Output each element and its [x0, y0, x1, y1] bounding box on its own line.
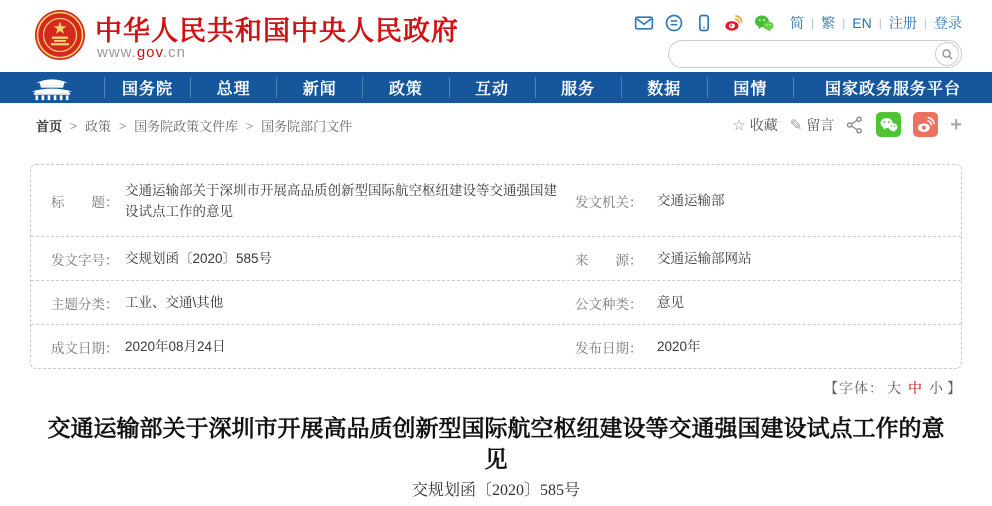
- link-simplified[interactable]: 简: [790, 15, 805, 31]
- national-emblem-icon: [34, 9, 86, 61]
- article-title: 交通运输部关于深圳市开展高品质创新型国际航空枢纽建设等交通强国建设试点工作的意见: [47, 416, 945, 472]
- nav-item-state-council[interactable]: 国务院: [122, 81, 174, 98]
- meta-value-title: 交通运输部关于深圳市开展高品质创新型国际航空枢纽建设等交通强国建设试点工作的意见: [125, 182, 557, 219]
- link-english[interactable]: EN: [852, 15, 872, 31]
- link-traditional[interactable]: 繁: [821, 15, 836, 31]
- breadcrumb-home[interactable]: 首页: [36, 119, 63, 134]
- site-url-prefix: www.: [97, 44, 137, 61]
- share-icon[interactable]: [846, 116, 864, 134]
- article-doc-number: 交规划函〔2020〕585号: [411, 482, 580, 499]
- meta-value-topic-category: 工业、交通\其他: [125, 295, 224, 310]
- site-header: [0, 0, 992, 72]
- nav-item-national-conditions[interactable]: 国情: [733, 81, 768, 98]
- meta-label-source: 来 源：: [575, 252, 643, 268]
- wechat-icon[interactable]: [754, 13, 774, 33]
- search-icon: [941, 48, 954, 61]
- breadcrumb-separator: >: [246, 118, 254, 133]
- link-separator: |: [811, 16, 815, 30]
- document-meta-table: [30, 164, 962, 369]
- breadcrumb-bar: [0, 103, 992, 145]
- breadcrumb-department-documents[interactable]: 国务院部门文件: [261, 119, 353, 134]
- star-icon: ☆: [732, 116, 746, 134]
- meta-value-publish-date: 2020年: [657, 339, 701, 354]
- breadcrumb: [36, 116, 352, 135]
- favorite-label: 收藏: [749, 116, 778, 133]
- font-control-prefix: 【字体：: [824, 380, 884, 396]
- nav-item-premier[interactable]: 总理: [216, 81, 251, 98]
- comment-button[interactable]: [790, 115, 835, 135]
- breadcrumb-separator: >: [119, 118, 127, 133]
- nav-home-button[interactable]: [0, 72, 104, 103]
- message-icon[interactable]: [664, 13, 684, 33]
- table-row: [31, 165, 961, 237]
- meta-value-doc-type: 意见: [657, 295, 684, 310]
- more-share-button[interactable]: +: [950, 113, 962, 136]
- meta-label-title: 标 题：: [51, 194, 119, 210]
- mail-icon[interactable]: [634, 13, 654, 33]
- topbar-quick-access: [634, 13, 962, 33]
- nav-item-policy[interactable]: 政策: [388, 81, 423, 98]
- wechat-share-icon[interactable]: [876, 112, 901, 137]
- meta-value-written-date: 2020年08月24日: [125, 339, 226, 354]
- page-actions: [732, 112, 962, 137]
- home-icon: [26, 75, 78, 101]
- breadcrumb-policy[interactable]: 政策: [85, 119, 112, 134]
- nav-item-services[interactable]: 服务: [561, 81, 596, 98]
- main-nav: [0, 72, 992, 103]
- meta-label-publish-date: 发布日期：: [575, 340, 643, 356]
- nav-item-interaction[interactable]: 互动: [475, 81, 510, 98]
- meta-label-written-date: 成文日期：: [51, 340, 119, 356]
- link-login[interactable]: 登录: [934, 15, 962, 31]
- meta-value-source: 交通运输部网站: [657, 251, 752, 266]
- comment-label: 留言: [806, 116, 835, 133]
- mobile-icon[interactable]: [694, 13, 714, 33]
- breadcrumb-separator: >: [70, 118, 78, 133]
- favorite-button[interactable]: [732, 115, 777, 135]
- link-separator: |: [878, 16, 882, 30]
- font-size-small-button[interactable]: 小: [929, 380, 944, 396]
- nav-item-gov-service-platform[interactable]: 国家政务服务平台: [824, 81, 961, 98]
- table-row: [31, 237, 961, 281]
- nav-item-news[interactable]: 新闻: [302, 81, 337, 98]
- language-account-links: [790, 13, 962, 33]
- weibo-share-icon[interactable]: [913, 112, 938, 137]
- table-row: [31, 325, 961, 368]
- site-title: 中华人民共和国中央人民政府: [95, 16, 459, 46]
- breadcrumb-policy-library[interactable]: 国务院政策文件库: [134, 119, 239, 134]
- nav-item-data[interactable]: 数据: [647, 81, 682, 98]
- weibo-icon[interactable]: [724, 13, 744, 33]
- link-separator: |: [842, 16, 846, 30]
- table-row: [31, 281, 961, 325]
- site-url-suffix: .cn: [162, 44, 186, 61]
- search-button[interactable]: [935, 42, 959, 66]
- meta-label-topic-category: 主题分类：: [51, 296, 119, 312]
- font-control-suffix: 】: [947, 380, 962, 396]
- meta-label-issuing-agency: 发文机关：: [575, 194, 643, 210]
- search-input[interactable]: [683, 43, 935, 65]
- site-url-gov: gov: [136, 44, 163, 61]
- meta-value-issuing-agency: 交通运输部: [657, 193, 725, 208]
- meta-label-doc-type: 公文种类：: [575, 296, 643, 312]
- font-size-medium-button[interactable]: 中: [908, 380, 923, 396]
- pencil-icon: ✎: [789, 116, 803, 134]
- meta-value-doc-number: 交规划函〔2020〕585号: [125, 251, 273, 266]
- meta-label-doc-number: 发文字号：: [51, 252, 119, 268]
- link-separator: |: [923, 16, 927, 30]
- link-register[interactable]: 注册: [888, 15, 917, 31]
- site-url: [97, 44, 186, 61]
- site-search: [668, 40, 962, 68]
- font-size-large-button[interactable]: 大: [887, 380, 902, 396]
- font-size-control: [824, 378, 962, 398]
